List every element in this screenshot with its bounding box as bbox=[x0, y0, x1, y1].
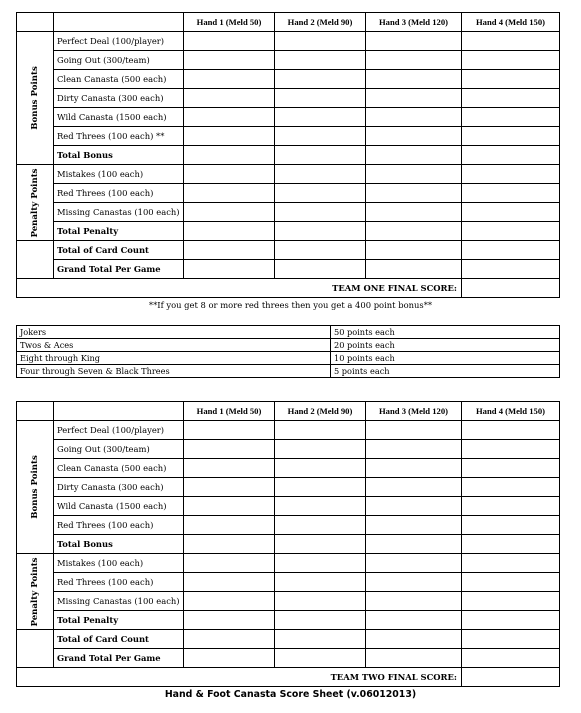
card-points: 10 points each bbox=[331, 352, 560, 365]
hand-3-cell[interactable] bbox=[366, 241, 462, 260]
grand-total-row bbox=[17, 649, 560, 668]
score-row bbox=[17, 516, 560, 535]
hand-1-cell[interactable] bbox=[184, 535, 275, 554]
row-label: Clean Canasta (500 each) bbox=[54, 459, 184, 478]
hand-2-cell[interactable] bbox=[275, 649, 366, 668]
score-row bbox=[17, 592, 560, 611]
hand-2-cell[interactable] bbox=[275, 203, 366, 222]
hand-2-cell[interactable] bbox=[275, 260, 366, 279]
row-label: Wild Canasta (1500 each) bbox=[54, 108, 184, 127]
hand-4-cell[interactable] bbox=[462, 611, 560, 630]
label-header-cell bbox=[54, 402, 184, 421]
header-row bbox=[17, 402, 560, 421]
point-value-row bbox=[17, 339, 560, 352]
hand-4-cell[interactable] bbox=[462, 535, 560, 554]
red-threes-note: **If you get 8 or more red threes then you get a 400 point bonus** bbox=[148, 300, 433, 310]
team-one-final-score-cell[interactable] bbox=[462, 279, 560, 298]
hand-1-cell[interactable] bbox=[184, 421, 275, 440]
card-name: Jokers bbox=[17, 326, 331, 339]
hand-3-cell[interactable] bbox=[366, 611, 462, 630]
totals-section bbox=[17, 630, 54, 668]
bonus-points-section bbox=[17, 421, 54, 554]
row-label: Going Out (300/team) bbox=[54, 51, 184, 70]
hand-4-cell[interactable] bbox=[462, 440, 560, 459]
hand-4-cell[interactable] bbox=[462, 108, 560, 127]
team-two-final-score-cell[interactable] bbox=[462, 668, 560, 687]
card-points: 50 points each bbox=[331, 326, 560, 339]
row-label: Perfect Deal (100/player) bbox=[54, 421, 184, 440]
hand-4-cell[interactable] bbox=[462, 32, 560, 51]
hand-3-header: Hand 3 (Meld 120) bbox=[366, 402, 462, 421]
hand-1-cell[interactable] bbox=[184, 592, 275, 611]
score-row bbox=[17, 184, 560, 203]
card-name: Eight through King bbox=[17, 352, 331, 365]
hand-2-header: Hand 2 (Meld 90) bbox=[275, 402, 366, 421]
card-count-row bbox=[17, 241, 560, 260]
row-label: Red Threes (100 each) bbox=[54, 184, 184, 203]
hand-1-cell[interactable] bbox=[184, 478, 275, 497]
hand-1-cell[interactable] bbox=[184, 241, 275, 260]
hand-3-cell[interactable] bbox=[366, 203, 462, 222]
score-row bbox=[17, 70, 560, 89]
hand-4-cell[interactable] bbox=[462, 478, 560, 497]
hand-1-cell[interactable] bbox=[184, 554, 275, 573]
hand-1-cell[interactable] bbox=[184, 222, 275, 241]
card-count-label: Total of Card Count bbox=[54, 241, 184, 260]
hand-3-cell[interactable] bbox=[366, 649, 462, 668]
hand-3-cell[interactable] bbox=[366, 260, 462, 279]
hand-4-cell[interactable] bbox=[462, 127, 560, 146]
score-row bbox=[17, 203, 560, 222]
hand-4-cell[interactable] bbox=[462, 459, 560, 478]
penalty-points-label: Penalty Points bbox=[30, 556, 40, 627]
hand-1-cell[interactable] bbox=[184, 89, 275, 108]
hand-1-cell[interactable] bbox=[184, 573, 275, 592]
hand-2-cell[interactable] bbox=[275, 421, 366, 440]
penalty-points-section bbox=[17, 165, 54, 241]
hand-3-cell[interactable] bbox=[366, 70, 462, 89]
penalty-points-label: Penalty Points bbox=[30, 167, 40, 238]
hand-4-cell[interactable] bbox=[462, 146, 560, 165]
total-penalty-label: Total Penalty bbox=[54, 611, 184, 630]
hand-3-cell[interactable] bbox=[366, 108, 462, 127]
hand-4-header: Hand 4 (Meld 150) bbox=[462, 402, 560, 421]
hand-3-cell[interactable] bbox=[366, 440, 462, 459]
hand-4-cell[interactable] bbox=[462, 516, 560, 535]
score-row bbox=[17, 32, 560, 51]
row-label: Missing Canastas (100 each) bbox=[54, 203, 184, 222]
hand-1-cell[interactable] bbox=[184, 611, 275, 630]
hand-1-cell[interactable] bbox=[184, 516, 275, 535]
team-one-final-score-label: TEAM ONE FINAL SCORE: bbox=[17, 279, 462, 298]
team-one-score-table bbox=[16, 12, 560, 298]
card-count-row bbox=[17, 630, 560, 649]
hand-2-cell[interactable] bbox=[275, 535, 366, 554]
hand-3-cell[interactable] bbox=[366, 89, 462, 108]
hand-2-cell[interactable] bbox=[275, 478, 366, 497]
hand-4-cell[interactable] bbox=[462, 89, 560, 108]
score-row bbox=[17, 478, 560, 497]
hand-2-cell[interactable] bbox=[275, 497, 366, 516]
header-row bbox=[17, 13, 560, 32]
hand-3-cell[interactable] bbox=[366, 630, 462, 649]
point-value-row bbox=[17, 326, 560, 339]
bonus-points-label: Bonus Points bbox=[30, 455, 40, 519]
label-header-cell bbox=[54, 13, 184, 32]
hand-1-cell[interactable] bbox=[184, 184, 275, 203]
row-label: Missing Canastas (100 each) bbox=[54, 592, 184, 611]
row-label: Red Threes (100 each) ** bbox=[54, 127, 184, 146]
final-score-row bbox=[17, 279, 560, 298]
score-row bbox=[17, 440, 560, 459]
score-row bbox=[17, 165, 560, 184]
hand-1-cell[interactable] bbox=[184, 497, 275, 516]
hand-1-cell[interactable] bbox=[184, 165, 275, 184]
hand-3-cell[interactable] bbox=[366, 146, 462, 165]
hand-2-cell[interactable] bbox=[275, 70, 366, 89]
hand-2-header: Hand 2 (Meld 90) bbox=[275, 13, 366, 32]
row-label: Red Threes (100 each) bbox=[54, 516, 184, 535]
totals-section bbox=[17, 241, 54, 279]
hand-4-cell[interactable] bbox=[462, 203, 560, 222]
hand-4-header: Hand 4 (Meld 150) bbox=[462, 13, 560, 32]
hand-1-cell[interactable] bbox=[184, 630, 275, 649]
hand-4-cell[interactable] bbox=[462, 165, 560, 184]
point-value-row bbox=[17, 352, 560, 365]
hand-3-cell[interactable] bbox=[366, 459, 462, 478]
hand-2-cell[interactable] bbox=[275, 459, 366, 478]
hand-2-cell[interactable] bbox=[275, 611, 366, 630]
hand-1-cell[interactable] bbox=[184, 649, 275, 668]
hand-2-cell[interactable] bbox=[275, 516, 366, 535]
hand-1-cell[interactable] bbox=[184, 440, 275, 459]
hand-1-header: Hand 1 (Meld 50) bbox=[184, 13, 275, 32]
corner-cell bbox=[17, 13, 54, 32]
team-two-score-table bbox=[16, 401, 560, 687]
bonus-points-label: Bonus Points bbox=[30, 66, 40, 130]
grand-total-label: Grand Total Per Game bbox=[54, 260, 184, 279]
hand-3-cell[interactable] bbox=[366, 516, 462, 535]
grand-total-row bbox=[17, 260, 560, 279]
total-penalty-row bbox=[17, 222, 560, 241]
hand-3-header: Hand 3 (Meld 120) bbox=[366, 13, 462, 32]
hand-3-cell[interactable] bbox=[366, 222, 462, 241]
score-row bbox=[17, 108, 560, 127]
hand-4-cell[interactable] bbox=[462, 497, 560, 516]
total-bonus-label: Total Bonus bbox=[54, 535, 184, 554]
hand-1-cell[interactable] bbox=[184, 51, 275, 70]
hand-4-cell[interactable] bbox=[462, 184, 560, 203]
final-score-row bbox=[17, 668, 560, 687]
total-penalty-label: Total Penalty bbox=[54, 222, 184, 241]
hand-4-cell[interactable] bbox=[462, 222, 560, 241]
hand-3-cell[interactable] bbox=[366, 592, 462, 611]
score-row bbox=[17, 127, 560, 146]
hand-1-cell[interactable] bbox=[184, 108, 275, 127]
hand-1-cell[interactable] bbox=[184, 127, 275, 146]
row-label: Clean Canasta (500 each) bbox=[54, 70, 184, 89]
row-label: Mistakes (100 each) bbox=[54, 165, 184, 184]
row-label: Going Out (300/team) bbox=[54, 440, 184, 459]
hand-2-cell[interactable] bbox=[275, 108, 366, 127]
hand-2-cell[interactable] bbox=[275, 184, 366, 203]
hand-2-cell[interactable] bbox=[275, 573, 366, 592]
card-name: Twos & Aces bbox=[17, 339, 331, 352]
hand-1-cell[interactable] bbox=[184, 146, 275, 165]
hand-2-cell[interactable] bbox=[275, 222, 366, 241]
hand-2-cell[interactable] bbox=[275, 89, 366, 108]
hand-3-cell[interactable] bbox=[366, 554, 462, 573]
hand-2-cell[interactable] bbox=[275, 165, 366, 184]
hand-3-cell[interactable] bbox=[366, 573, 462, 592]
hand-2-cell[interactable] bbox=[275, 592, 366, 611]
hand-2-cell[interactable] bbox=[275, 554, 366, 573]
hand-1-cell[interactable] bbox=[184, 260, 275, 279]
score-row bbox=[17, 421, 560, 440]
hand-4-cell[interactable] bbox=[462, 260, 560, 279]
hand-1-cell[interactable] bbox=[184, 203, 275, 222]
hand-3-cell[interactable] bbox=[366, 497, 462, 516]
score-row bbox=[17, 51, 560, 70]
hand-4-cell[interactable] bbox=[462, 649, 560, 668]
grand-total-label: Grand Total Per Game bbox=[54, 649, 184, 668]
total-penalty-row bbox=[17, 611, 560, 630]
row-label: Wild Canasta (1500 each) bbox=[54, 497, 184, 516]
hand-3-cell[interactable] bbox=[366, 478, 462, 497]
card-name: Four through Seven & Black Threes bbox=[17, 365, 331, 378]
penalty-points-section bbox=[17, 554, 54, 630]
hand-3-cell[interactable] bbox=[366, 535, 462, 554]
hand-1-cell[interactable] bbox=[184, 70, 275, 89]
hand-4-cell[interactable] bbox=[462, 241, 560, 260]
hand-2-cell[interactable] bbox=[275, 630, 366, 649]
team-two-final-score-label: TEAM TWO FINAL SCORE: bbox=[17, 668, 462, 687]
row-label: Dirty Canasta (300 each) bbox=[54, 478, 184, 497]
hand-3-cell[interactable] bbox=[366, 421, 462, 440]
hand-4-cell[interactable] bbox=[462, 592, 560, 611]
score-row bbox=[17, 89, 560, 108]
hand-2-cell[interactable] bbox=[275, 32, 366, 51]
row-label: Perfect Deal (100/player) bbox=[54, 32, 184, 51]
hand-3-cell[interactable] bbox=[366, 32, 462, 51]
sheet-footer-title: Hand & Foot Canasta Score Sheet (v.06012013) bbox=[164, 689, 417, 700]
hand-1-header: Hand 1 (Meld 50) bbox=[184, 402, 275, 421]
score-row bbox=[17, 573, 560, 592]
point-value-row bbox=[17, 365, 560, 378]
hand-3-cell[interactable] bbox=[366, 184, 462, 203]
hand-4-cell[interactable] bbox=[462, 51, 560, 70]
card-points: 20 points each bbox=[331, 339, 560, 352]
row-label: Mistakes (100 each) bbox=[54, 554, 184, 573]
hand-4-cell[interactable] bbox=[462, 573, 560, 592]
row-label: Dirty Canasta (300 each) bbox=[54, 89, 184, 108]
hand-1-cell[interactable] bbox=[184, 32, 275, 51]
total-bonus-row bbox=[17, 535, 560, 554]
hand-2-cell[interactable] bbox=[275, 241, 366, 260]
hand-3-cell[interactable] bbox=[366, 165, 462, 184]
hand-2-cell[interactable] bbox=[275, 127, 366, 146]
total-bonus-row bbox=[17, 146, 560, 165]
hand-2-cell[interactable] bbox=[275, 146, 366, 165]
hand-4-cell[interactable] bbox=[462, 421, 560, 440]
hand-3-cell[interactable] bbox=[366, 51, 462, 70]
card-point-values-table bbox=[16, 325, 560, 378]
hand-1-cell[interactable] bbox=[184, 459, 275, 478]
corner-cell bbox=[17, 402, 54, 421]
hand-4-cell[interactable] bbox=[462, 70, 560, 89]
score-row bbox=[17, 554, 560, 573]
total-bonus-label: Total Bonus bbox=[54, 146, 184, 165]
score-row bbox=[17, 497, 560, 516]
hand-2-cell[interactable] bbox=[275, 51, 366, 70]
score-row bbox=[17, 459, 560, 478]
hand-2-cell[interactable] bbox=[275, 440, 366, 459]
bonus-points-section bbox=[17, 32, 54, 165]
hand-3-cell[interactable] bbox=[366, 127, 462, 146]
hand-4-cell[interactable] bbox=[462, 554, 560, 573]
card-points: 5 points each bbox=[331, 365, 560, 378]
card-count-label: Total of Card Count bbox=[54, 630, 184, 649]
row-label: Red Threes (100 each) bbox=[54, 573, 184, 592]
hand-4-cell[interactable] bbox=[462, 630, 560, 649]
